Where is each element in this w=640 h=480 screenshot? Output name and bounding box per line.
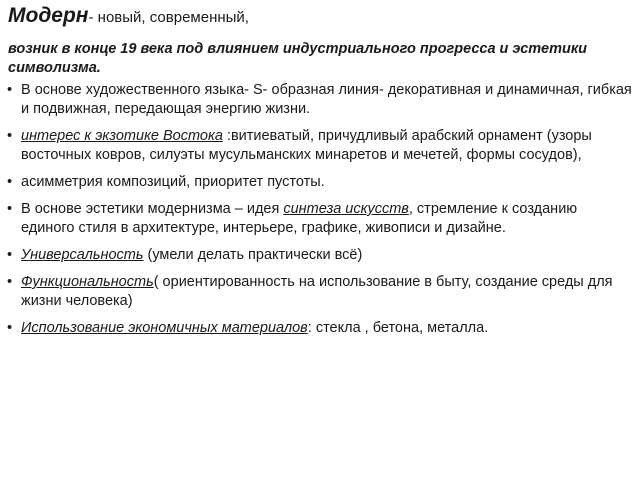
list-item xyxy=(0,319,640,338)
list-item xyxy=(0,246,640,265)
item-text: :витиеватый, причудливый арабский орнамент (узоры восточных ковров, силуэты мусульманских минаретов и мечетей, формы сосудов), xyxy=(21,128,592,163)
list-item xyxy=(0,173,640,192)
bullet-icon: • xyxy=(7,274,13,290)
title-definition: - новый, современный, xyxy=(88,9,249,26)
item-text: : стекла , бетона, металла. xyxy=(307,320,489,336)
item-text: , стремление к созданию единого стиля в архитектуре, интерьере, графике, живописи и дизайне. xyxy=(21,201,578,236)
title-word: Модерн xyxy=(8,4,89,27)
bullet-icon: • xyxy=(7,201,13,217)
item-text: (умели делать практически всё) xyxy=(143,247,363,263)
item-keyword: Функциональность xyxy=(21,274,154,290)
item-keyword: Универсальность xyxy=(21,247,144,263)
list-item xyxy=(0,127,640,165)
item-keyword: Использование экономичных материалов xyxy=(21,320,308,336)
title-line xyxy=(8,6,249,28)
item-keyword: интерес к экзотике Востока xyxy=(21,128,223,144)
item-keyword: синтеза искусств xyxy=(283,201,409,217)
list-item xyxy=(0,273,640,311)
bullet-list xyxy=(0,81,640,346)
list-item xyxy=(0,200,640,238)
bullet-icon: • xyxy=(7,174,13,190)
bullet-icon: • xyxy=(7,128,13,144)
item-text: асимметрия композиций, приоритет пустоты. xyxy=(21,174,325,190)
item-text: В основе художественного языка- S- образная линия- декоративная и динамичная, гибкая и подвижная, передающая энергию жизни. xyxy=(21,82,632,117)
bullet-icon: • xyxy=(7,82,13,98)
item-prefix: В основе эстетики модернизма – идея xyxy=(21,201,284,217)
item-text: ( ориентированность на использование в быту, создание среды для жизни человека) xyxy=(21,274,613,309)
list-item xyxy=(0,81,640,119)
subtitle: возник в конце 19 века под влиянием индустриального прогресса и эстетики символизма. xyxy=(8,41,588,76)
bullet-icon: • xyxy=(7,247,13,263)
bullet-icon: • xyxy=(7,320,13,336)
